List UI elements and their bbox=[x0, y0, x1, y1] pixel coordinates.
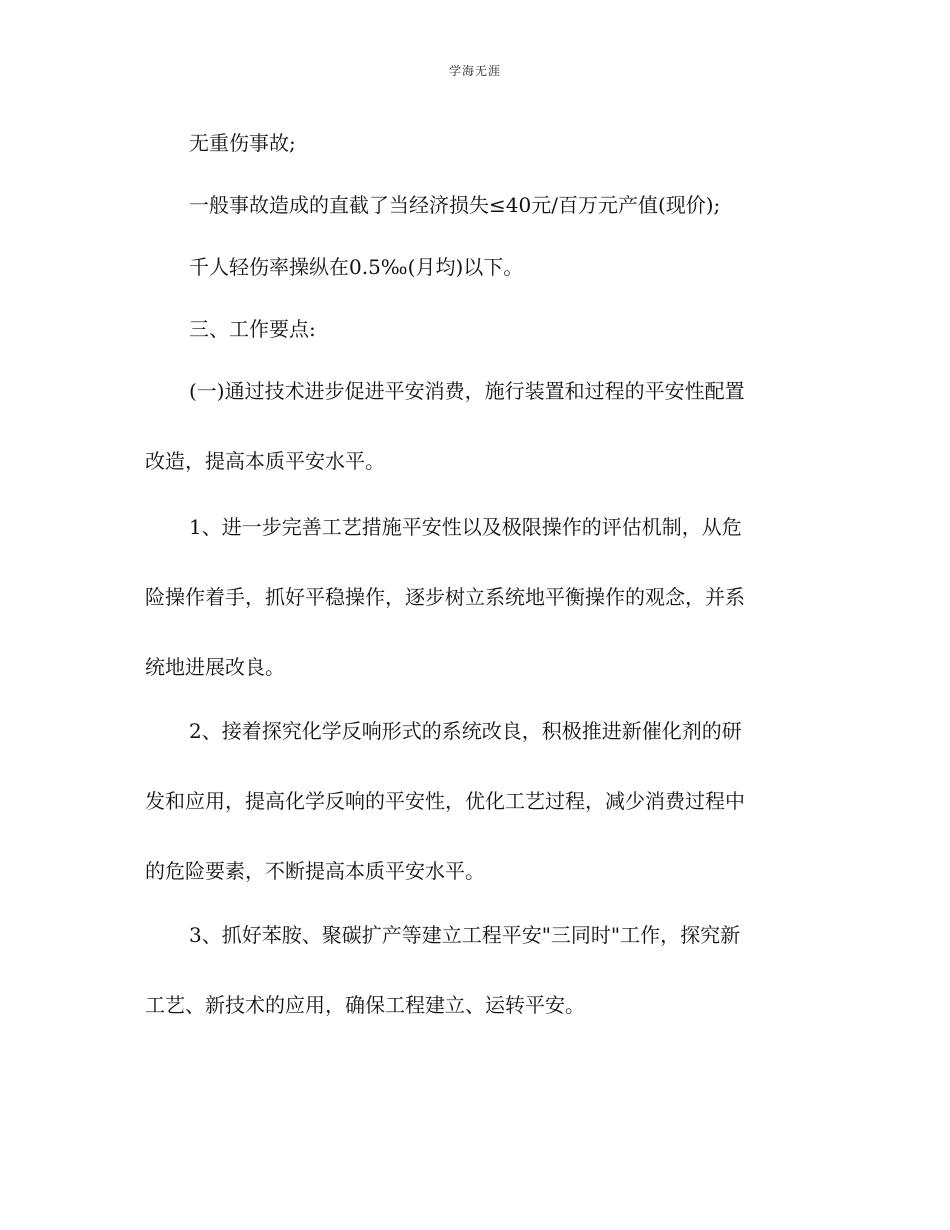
paragraph-line: 险操作着手，抓好平稳操作，逐步树立系统地平衡操作的观念，并系 bbox=[145, 585, 745, 609]
paragraph-line: 1、进一步完善工艺措施平安性以及极限操作的评估机制，从危 bbox=[189, 515, 742, 539]
paragraph-line: 统地进展改良。 bbox=[145, 655, 285, 679]
paragraph-line: 千人轻伤率操纵在0.5‰(月均)以下。 bbox=[189, 255, 524, 279]
paragraph-line: 一般事故造成的直截了当经济损失≤40元/百万元产值(现价); bbox=[189, 193, 721, 217]
paragraph-line: 3、抓好苯胺、聚碳扩产等建立工程平安"三同时"工作，探究新 bbox=[189, 923, 741, 947]
paragraph-line: 工艺、新技术的应用，确保工程建立、运转平安。 bbox=[145, 993, 585, 1017]
paragraph-line: 2、接着探究化学反响形式的系统改良，积极推进新催化剂的研 bbox=[189, 719, 742, 743]
paragraph-line: 无重伤事故; bbox=[189, 131, 296, 155]
paragraph-line: (一)通过技术进步促进平安消费，施行装置和过程的平安性配置 bbox=[189, 379, 745, 403]
paragraph-line: 三、工作要点: bbox=[189, 317, 316, 341]
page-header: 学海无涯 bbox=[448, 64, 501, 78]
paragraph-line: 的危险要素，不断提高本质平安水平。 bbox=[145, 859, 485, 883]
paragraph-line: 改造，提高本质平安水平。 bbox=[145, 449, 385, 473]
paragraph-line: 发和应用，提高化学反响的平安性，优化工艺过程，减少消费过程中 bbox=[145, 789, 745, 813]
